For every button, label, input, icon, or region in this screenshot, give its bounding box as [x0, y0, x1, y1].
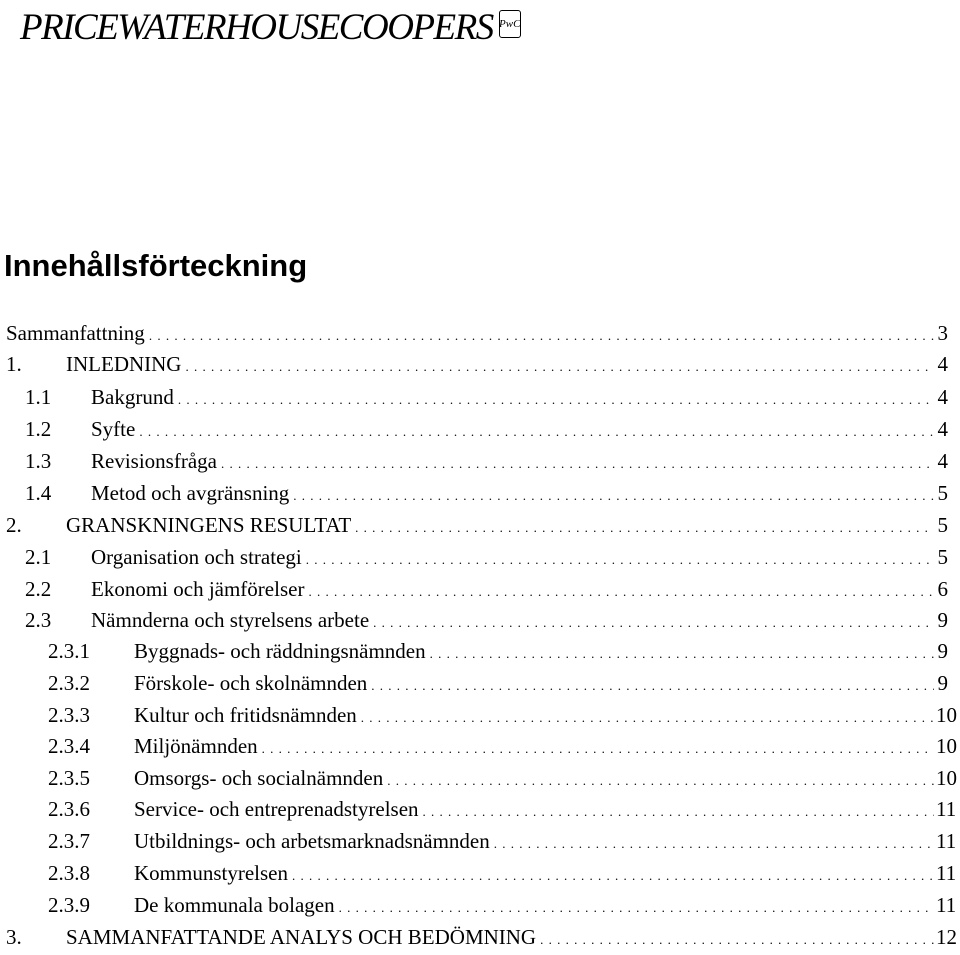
toc-dot-leader — [355, 512, 934, 543]
toc-entry[interactable] — [0, 858, 960, 889]
toc-dot-leader — [430, 638, 934, 669]
toc-entry[interactable] — [0, 731, 960, 762]
toc-entry-page: 9 — [937, 639, 948, 663]
toc-entry-number: 2.3.9 — [48, 893, 90, 917]
page-title: Innehållsförteckning — [4, 248, 308, 283]
toc-dot-leader — [139, 416, 934, 447]
toc-entry[interactable] — [0, 763, 960, 794]
toc-entry-label: Omsorgs- och socialnämnden — [134, 763, 385, 794]
toc-entry-number: 1.2 — [25, 417, 52, 441]
logo-wordmark: PRICEWATERHOUSECOOPERS — [20, 6, 493, 48]
toc-dot-leader — [371, 670, 934, 701]
toc-entry-number: 2.3.3 — [48, 703, 90, 727]
toc-dot-leader — [494, 828, 934, 859]
toc-entry-page: 5 — [937, 545, 948, 569]
toc-entry-number: 2.3.1 — [48, 639, 90, 663]
toc-entry[interactable] — [0, 478, 960, 509]
toc-entry-number: 2.3.7 — [48, 829, 90, 853]
toc-entry-number: 2.3.2 — [48, 671, 90, 695]
toc-entry-label: Syfte — [91, 414, 137, 445]
toc-entry[interactable] — [0, 349, 960, 380]
toc-dot-leader — [308, 576, 934, 607]
toc-entry-label: INLEDNING — [66, 349, 183, 380]
toc-entry-page: 4 — [937, 417, 948, 441]
toc-entry-page: 5 — [937, 481, 948, 505]
toc-entry[interactable] — [0, 542, 960, 573]
toc-entry-number: 1.3 — [25, 449, 52, 473]
toc-entry-page: 11 — [936, 861, 957, 885]
toc-entry-page: 9 — [937, 608, 948, 632]
company-logo — [20, 4, 521, 50]
toc-dot-leader — [540, 924, 934, 955]
toc-entry[interactable] — [0, 668, 960, 699]
toc-entry-page: 6 — [937, 577, 948, 601]
toc-entry-page: 4 — [937, 449, 948, 473]
toc-entry[interactable] — [0, 574, 960, 605]
toc-entry-label: Kommunstyrelsen — [134, 858, 290, 889]
toc-entry[interactable] — [0, 794, 960, 825]
toc-entry[interactable] — [0, 510, 960, 541]
toc-entry-page: 10 — [936, 734, 957, 758]
toc-entry-number: 2.3.5 — [48, 766, 90, 790]
toc-entry-page: 4 — [937, 352, 948, 376]
toc-entry-label: SAMMANFATTANDE ANALYS OCH BEDÖMNING — [66, 922, 538, 953]
toc-entry-number: 2.1 — [25, 545, 52, 569]
toc-entry-number: 2.3 — [25, 608, 52, 632]
toc-entry[interactable] — [0, 605, 960, 636]
toc-entry-number: 1.4 — [25, 481, 52, 505]
toc-entry-number: 2.3.6 — [48, 797, 90, 821]
toc-dot-leader — [373, 607, 934, 638]
toc-entry-page: 4 — [937, 385, 948, 409]
toc-dot-leader — [262, 733, 934, 764]
toc-dot-leader — [185, 351, 934, 382]
toc-dot-leader — [292, 860, 934, 891]
toc-dot-leader — [387, 765, 934, 796]
toc-entry-number: 2.3.8 — [48, 861, 90, 885]
toc-entry-label: Kultur och fritidsnämnden — [134, 700, 359, 731]
toc-entry-page: 5 — [937, 513, 948, 537]
toc-entry-label: Byggnads- och räddningsnämnden — [134, 636, 428, 667]
toc-dot-leader — [423, 796, 934, 827]
toc-entry-label: Organisation och strategi — [91, 542, 304, 573]
toc-dot-leader — [361, 702, 934, 733]
toc-entry-label: Miljönämnden — [134, 731, 260, 762]
toc-entry-page: 10 — [936, 766, 957, 790]
toc-entry-page: 11 — [936, 829, 957, 853]
toc-entry-number: 1.1 — [25, 385, 52, 409]
toc-entry-label: Service- och entreprenadstyrelsen — [134, 794, 421, 825]
toc-entry[interactable] — [0, 446, 960, 477]
toc-entry-page: 11 — [936, 797, 957, 821]
toc-entry-number: 1. — [6, 352, 22, 376]
toc-dot-leader — [178, 384, 934, 415]
logo-seal: PwC — [499, 10, 521, 38]
toc-entry-label: Förskole- och skolnämnden — [134, 668, 369, 699]
toc-entry-label: Nämnderna och styrelsens arbete — [91, 605, 371, 636]
toc-entry-number: 2. — [6, 513, 22, 537]
toc-entry-label: De kommunala bolagen — [134, 890, 337, 921]
toc-dot-leader — [339, 892, 934, 923]
toc-entry[interactable] — [0, 922, 960, 953]
toc-entry[interactable] — [0, 636, 960, 667]
toc-dot-leader — [306, 544, 934, 575]
toc-entry[interactable] — [0, 890, 960, 921]
toc-dot-leader — [149, 320, 934, 351]
toc-entry-label: Utbildnings- och arbetsmarknadsnämnden — [134, 826, 492, 857]
toc-entry-label: Metod och avgränsning — [91, 478, 291, 509]
toc-entry[interactable] — [0, 826, 960, 857]
toc-entry[interactable] — [0, 382, 960, 413]
toc-entry-page: 3 — [937, 321, 948, 345]
toc-entry-label: Revisionsfråga — [91, 446, 219, 477]
toc-entry-page: 12 — [936, 925, 957, 949]
toc-entry-page: 10 — [936, 703, 957, 727]
toc-entry[interactable] — [0, 414, 960, 445]
toc-entry-label: Sammanfattning — [6, 318, 147, 349]
toc-entry-page: 11 — [936, 893, 957, 917]
toc-entry-page: 9 — [937, 671, 948, 695]
toc-entry-label: Ekonomi och jämförelser — [91, 574, 306, 605]
toc-dot-leader — [221, 448, 934, 479]
toc-dot-leader — [293, 480, 934, 511]
toc-entry[interactable] — [0, 700, 960, 731]
toc-entry[interactable] — [0, 318, 960, 349]
toc-entry-number: 2.3.4 — [48, 734, 90, 758]
toc-entry-label: GRANSKNINGENS RESULTAT — [66, 510, 353, 541]
toc-entry-label: Bakgrund — [91, 382, 176, 413]
toc-entry-number: 3. — [6, 925, 22, 949]
toc-entry-number: 2.2 — [25, 577, 52, 601]
